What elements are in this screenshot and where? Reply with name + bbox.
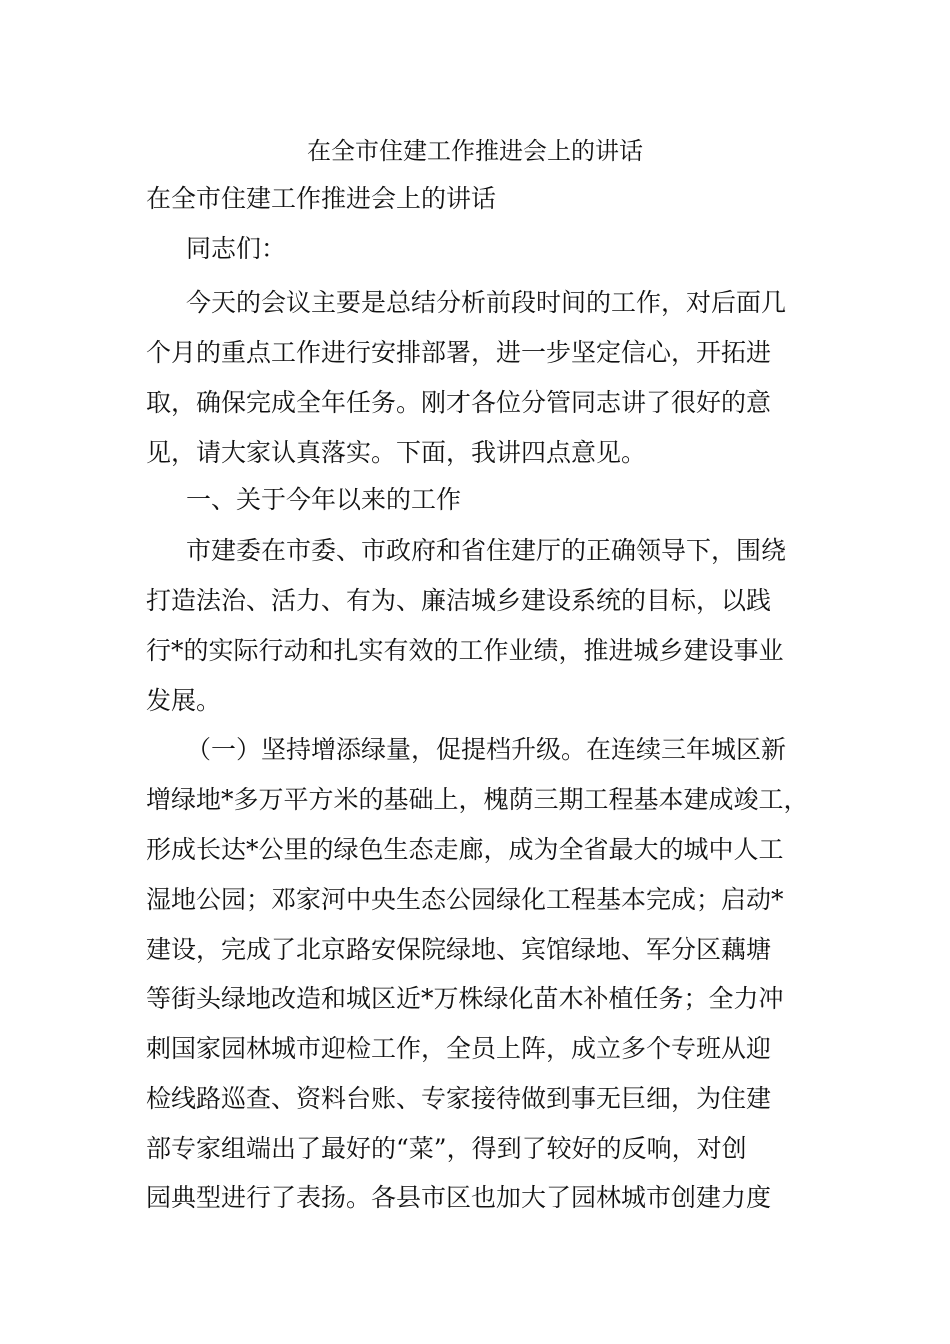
- paragraph-line: 园典型进行了表扬。各县市区也加大了园林城市创建力度: [146, 1183, 772, 1212]
- document-title: 在全市住建工作推进会上的讲话: [307, 137, 643, 165]
- paragraph-line: 打造法治、活力、有为、廉洁城乡建设系统的目标，以践: [146, 586, 772, 615]
- paragraph-line: 市建委在市委、市政府和省住建厅的正确领导下，围绕: [186, 536, 787, 565]
- paragraph-line: 行*的实际行动和扎实有效的工作业绩，推进城乡建设事业: [146, 636, 784, 665]
- paragraph-line: 湿地公园；邓家河中央生态公园绿化工程基本完成；启动*: [146, 885, 784, 914]
- paragraph-line: 等街头绿地改造和城区近*万株绿化苗木补植任务；全力冲: [146, 984, 784, 1013]
- paragraph-line: 今天的会议主要是总结分析前段时间的工作，对后面几: [186, 288, 787, 317]
- paragraph-line: 取，确保完成全年任务。刚才各位分管同志讲了很好的意: [146, 388, 772, 417]
- paragraph-line: 见，请大家认真落实。下面，我讲四点意见。: [146, 438, 647, 467]
- paragraph-line: 部专家组端出了最好的“菜”，得到了较好的反响，对创: [146, 1134, 747, 1163]
- paragraph-line: 建设，完成了北京路安保院绿地、宾馆绿地、军分区藕塘: [146, 935, 772, 964]
- paragraph-line: （一）坚持增添绿量，促提档升级。在连续三年城区新: [186, 735, 787, 764]
- paragraph-line: 形成长达*公里的绿色生态走廊，成为全省最大的城中人工: [146, 835, 784, 864]
- document-subtitle: 在全市住建工作推进会上的讲话: [146, 184, 497, 213]
- paragraph-line: 检线路巡查、资料台账、专家接待做到事无巨细，为住建: [146, 1084, 772, 1113]
- paragraph-line: 个月的重点工作进行安排部署，进一步坚定信心，开拓进: [146, 338, 772, 367]
- section-heading: 一、关于今年以来的工作: [186, 485, 462, 514]
- paragraph-line: 发展。: [146, 686, 222, 715]
- salutation: 同志们：: [186, 234, 287, 263]
- paragraph-line: 增绿地*多万平方米的基础上，槐荫三期工程基本建成竣工，: [146, 785, 809, 814]
- paragraph-line: 刺国家园林城市迎检工作，全员上阵，成立多个专班从迎: [146, 1034, 772, 1063]
